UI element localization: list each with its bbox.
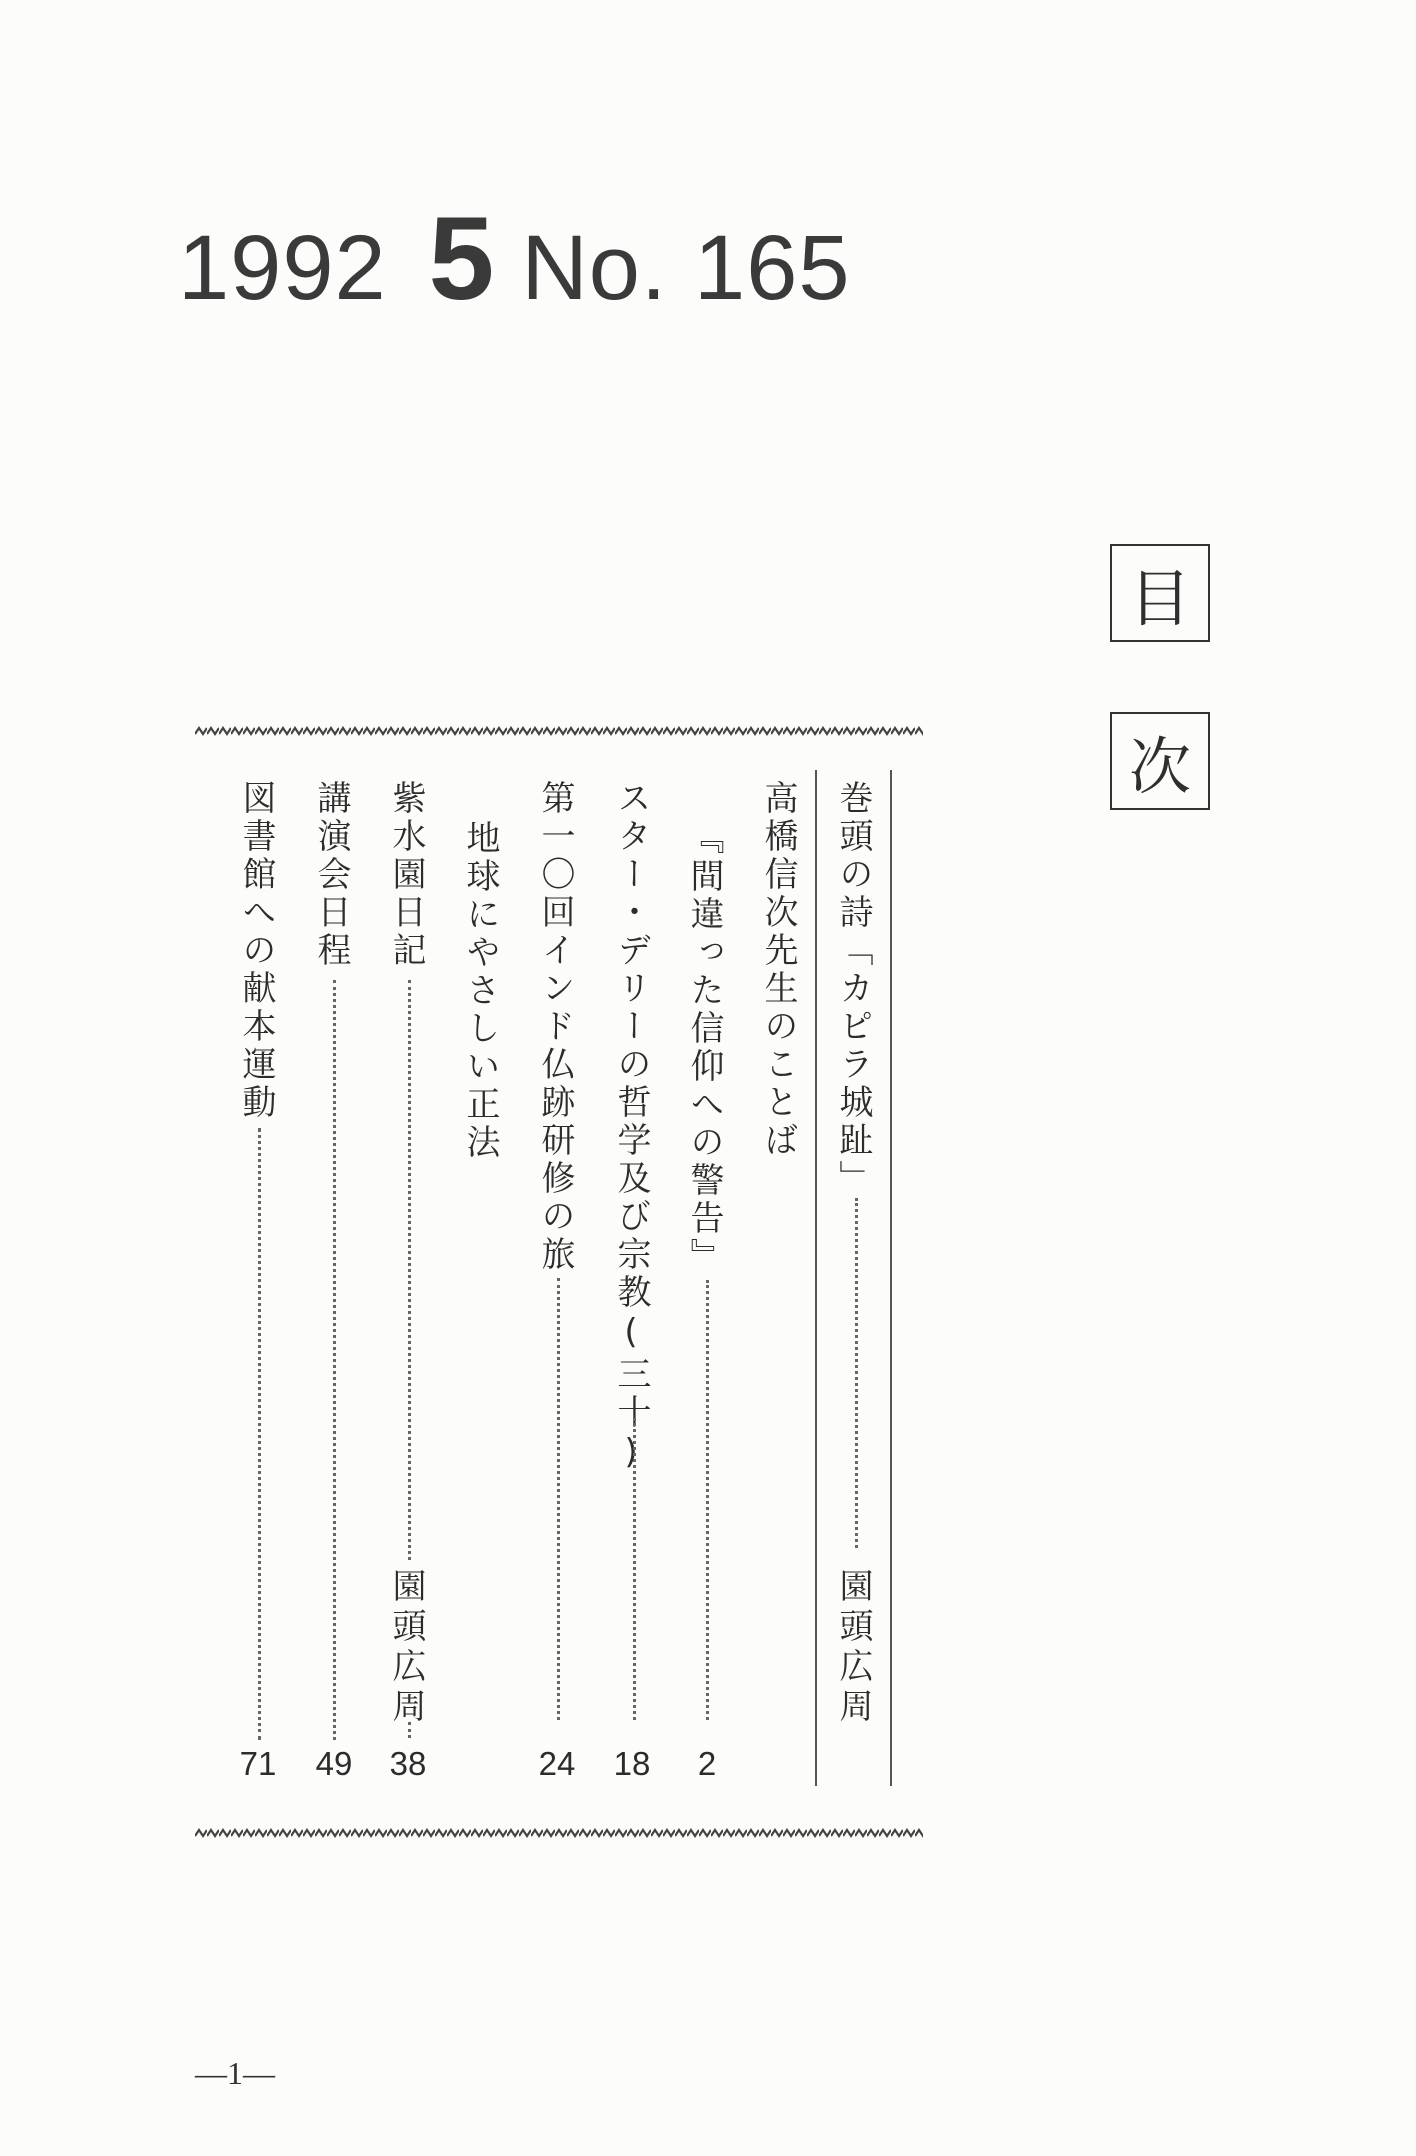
toc-leader-dots	[408, 980, 411, 1560]
toc-entry-title[interactable]: 紫水園日記	[386, 780, 426, 970]
toc-leader-dots	[258, 1128, 261, 1740]
toc-divider-line	[890, 770, 892, 1786]
toc-leader-dots	[706, 1280, 709, 1720]
toc-entry-author: 園頭広周	[386, 1568, 426, 1728]
toc-heading-char-1: 目	[1110, 544, 1210, 642]
toc-entry-page: 24	[538, 1745, 576, 1782]
toc-entry-title[interactable]: スター・デリーの哲学及び宗教(三十)	[611, 780, 651, 1476]
issue-month: 5	[428, 193, 496, 325]
toc-divider-line	[815, 770, 817, 1786]
toc-entry-title[interactable]: 講演会日程	[311, 780, 351, 970]
toc-entry-page: 18	[613, 1745, 651, 1782]
issue-year: 1992	[178, 217, 387, 319]
toc-entry-title[interactable]: 『間違った信仰への警告』	[684, 820, 724, 1276]
toc-entry-title[interactable]: 地球にやさしい正法	[460, 820, 500, 1162]
decorative-border-top	[195, 726, 923, 736]
toc-entry-title[interactable]: 巻頭の詩「カピラ城趾」	[833, 780, 873, 1198]
issue-masthead	[178, 193, 851, 325]
toc-entry-author: 園頭広周	[833, 1568, 873, 1728]
toc-entry-page: 49	[315, 1745, 353, 1782]
toc-entry-title[interactable]: 第一〇回インド仏跡研修の旅	[535, 780, 575, 1274]
toc-leader-dots	[557, 1278, 560, 1720]
decorative-border-bottom	[195, 1828, 923, 1838]
toc-leader-dots	[633, 1418, 636, 1720]
toc-entry-title[interactable]: 図書館への献本運動	[236, 780, 276, 1122]
issue-number: No. 165	[521, 217, 851, 319]
toc-leader-dots	[333, 980, 336, 1740]
toc-leader-dots	[408, 1722, 411, 1738]
toc-entry-page: 38	[389, 1745, 427, 1782]
toc-entry-title[interactable]: 高橋信次先生のことば	[758, 780, 798, 1160]
toc-heading-char-2: 次	[1110, 712, 1210, 810]
toc-entry-page: 71	[239, 1745, 277, 1782]
toc-leader-dots	[855, 1198, 858, 1548]
footer-page-number: —1—	[195, 2055, 275, 2091]
toc-entry-page: 2	[697, 1745, 717, 1782]
